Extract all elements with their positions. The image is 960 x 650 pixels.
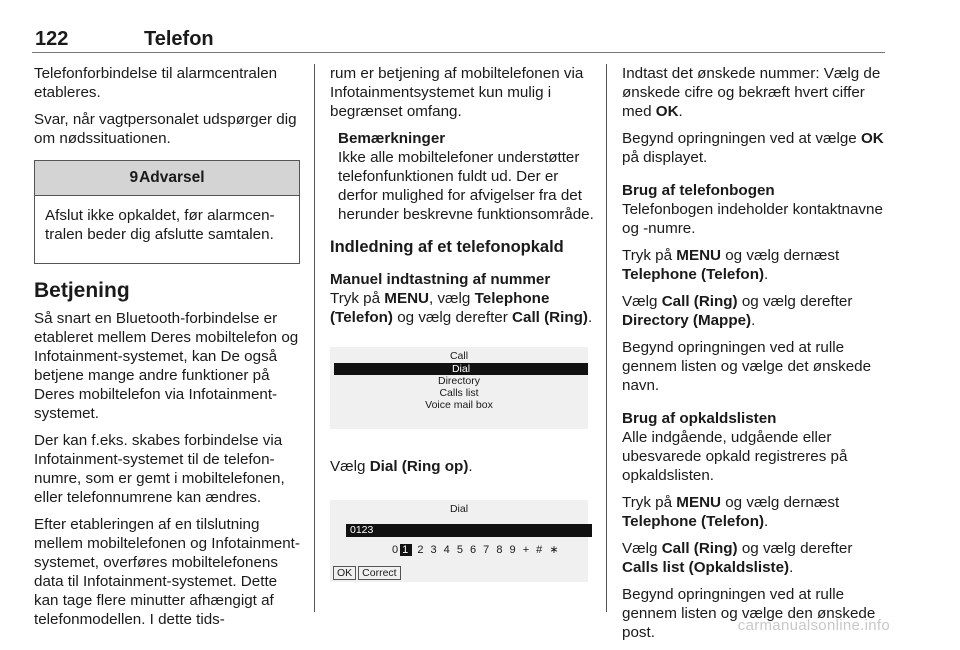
chapter-title: Telefon [144,28,214,50]
note-title: Bemærkninger [338,130,446,147]
note-body: Ikke alle mobiltelefoner understøtter telefonfunktionen fuldt ud. Der er derfor mulighed for afvigelser fra det herunder beskrevne funktionsområde. [338,149,594,223]
menu-item-dial: Dial [334,363,588,375]
instruction: Vælg Call (Ring) og vælg derefter Calls list (Opkaldsliste). [622,540,853,576]
instruction: Tryk på MENU, vælg Telephone (Telefon) og vælg derefter Call (Ring). [330,290,593,326]
paragraph: Så snart en Bluetooth-forbindelse er etableret mellem Deres mobiltelefon og Infotainment-systemet, kan De også betjene mange andre funktioner på Deres mobiltelefon via Infotainment-systemet. [34,310,299,422]
watermark: carmanualsonline.info [737,617,890,634]
instruction: Begynd opringningen ved at vælge OK på displayet. [622,130,884,166]
instruction: Vælg Dial (Ring op). [330,458,473,475]
menu-item-calls-list: Calls list [439,387,479,399]
warning-header [35,161,299,196]
paragraph: Der kan f.eks. skabes forbindelse via Infotainment-systemet til de telefonnumre, som er gemt i mobiltelefonen, eller telefonnumrene kan ændres. [34,432,285,506]
page-number: 122 [35,28,69,50]
warning-body: Afslut ikke opkaldet, før alarmcentralen beder dig afslutte samtalen. [45,207,275,243]
column-1 [34,64,300,637]
screen-title: Call [449,350,469,362]
ok-softkey: OK [333,566,356,580]
subheading: Brug af telefonbogen [622,182,775,199]
instruction: Indtast det ønskede nummer: Vælg de ønskede cifre og bekræft hvert ciffer med OK. [622,65,881,120]
section-title: Betjening [34,279,130,302]
digit-cursor: 1 [402,544,411,556]
column-divider [314,64,315,612]
instruction: Tryk på MENU og vælg dernæst Telephone (Telefon). [622,247,840,283]
screen-title: Dial [449,503,469,515]
menu-item-directory: Directory [437,375,480,387]
correct-softkey: Correct [358,566,400,580]
instruction: Tryk på MENU og vælg dernæst Telephone (Telefon). [622,494,840,530]
note-block [338,129,594,224]
page-header [32,22,885,53]
paragraph: Telefonbogen indeholder kontaktnavne og -numre. [622,201,883,237]
paragraph: Svar, når vagtpersonalet udspørger dig om nødssituationen. [34,111,297,147]
paragraph: Begynd opringningen ved at rulle gennem listen og vælge det ønskede navn. [622,339,872,394]
warning-box [34,160,300,264]
menu-item-voice-mail: Voice mail box [425,399,493,411]
warning-title: Advarsel [139,169,205,186]
section-title: Indledning af et telefonopkald [330,238,564,256]
paragraph: Alle indgående, udgående eller ubesvarede opkald registreres på opkaldslisten. [622,429,848,484]
paragraph: Telefonforbindelse til alarmcentralen etableres. [34,65,278,101]
subheading: Brug af opkaldslisten [622,410,777,427]
subheading: Manuel indtastning af nummer [330,271,551,288]
display-screenshot-call-menu [330,347,588,429]
display-screenshot-dial [330,500,588,582]
column-3 [622,64,888,650]
screen-buttons [333,566,403,580]
column-2 [330,64,594,582]
paragraph: rum er betjening af mobiltelefonen via Infotainmentsystemet kun mulig i begrænset omfang. [330,65,584,120]
number-entry: 0123 [346,524,592,537]
instruction: Vælg Call (Ring) og vælg derefter Directory (Mappe). [622,293,853,329]
paragraph: Efter etableringen af en tilslutning mellem mobiltelefonen og Infotainment-systemet, overføres mobiltelefonens data til Infotainment-systemet. Dette kan tage flere minutter afhængigt af telefonmodellen. I dette tids- [34,516,300,628]
warning-icon: 9 [129,169,139,186]
digit-row: 0 1 2 3 4 5 6 7 8 9 + # ∗ [392,544,561,556]
column-divider [606,64,607,612]
paragraph: Begynd opringningen ved at rulle gennem listen og vælge den ønskede post. [622,586,876,641]
